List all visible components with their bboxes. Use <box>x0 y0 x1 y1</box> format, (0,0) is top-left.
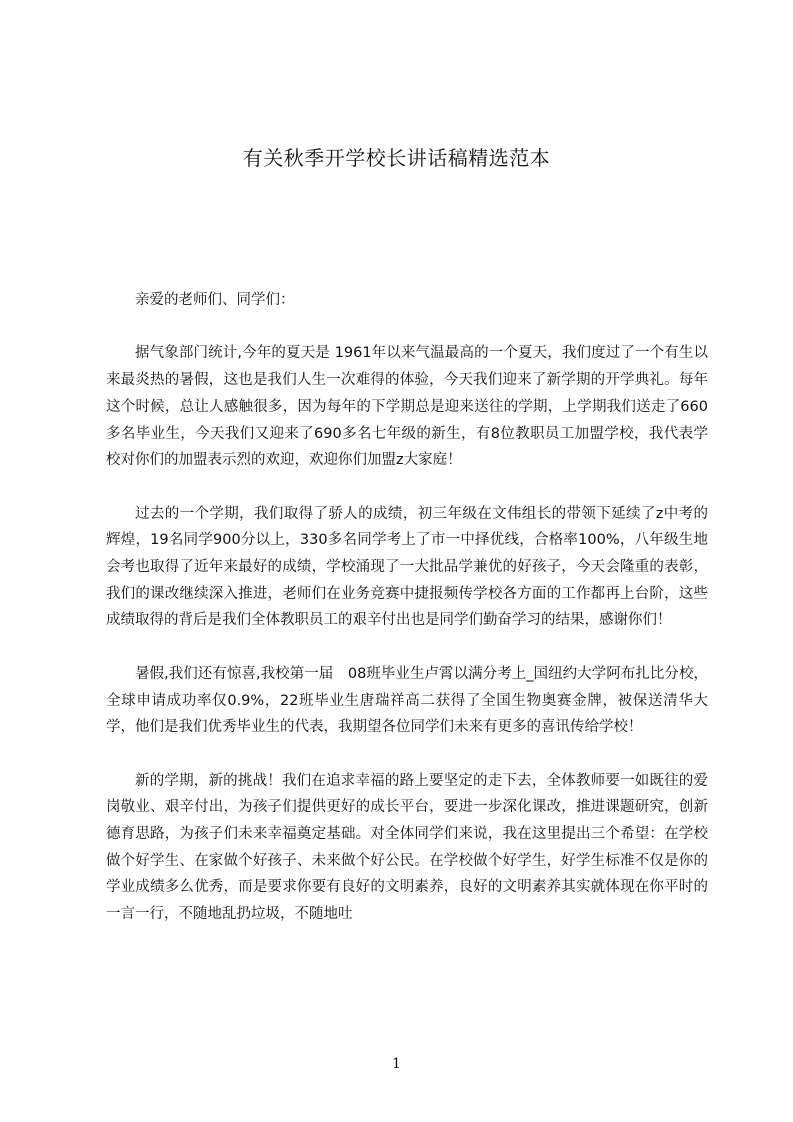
paragraph-summer-news: 暑假,我们还有惊喜,我校第一届 08班毕业生卢霄以满分考上_国纽约大学阿布扎比分校，全球申请成功率仅0.9%，22班毕业生唐瑞祥高二获得了全国生物奥赛金牌，被保送清华大学，他们是我们优秀毕业生的代表，我期望各位同学们未来有更多的喜讯传给学校！ <box>106 665 708 736</box>
paragraph-new-semester: 新的学期，新的挑战！我们在追求幸福的路上要坚定的走下去，全体教师要一如既往的爱岗敬业、艰辛付出，为孩子们提供更好的成长平台，要进一步深化课改，推进课题研究，创新德育思路，为孩子们未来幸福奠定基础。对全体同学们来说，我在这里提出三个希望：在学校做个好学生、在家做个好孩子、未来做个好公民。在学校做个好学生，好学生标准不仅是你的学业成绩多么优秀，而是要求你要有良好的文明素养，良好的文明素养其实就体现在你平时的一言一行，不随地乱扔垃圾，不随地吐 <box>106 772 708 923</box>
document-title: 有关秋季开学校长讲话稿精选范本 <box>242 146 551 170</box>
document-body <box>106 287 708 928</box>
greeting: 亲爱的老师们、同学们： <box>135 292 295 308</box>
paragraph-weather-summer: 据气象部门统计,今年的夏天是 1961年以来气温最高的一个夏天，我们度过了一个有生以来最炎热的暑假，这也是我们人生一次难得的体验，今天我们迎来了新学期的开学典礼。每年这个时候，总让人感触很多，因为每年的下学期总是迎来送往的学期，上学期我们送走了660多名毕业生，今天我们又迎来了690多名七年级的新生，有8位教职员工加盟学校，我代表学校对你们的加盟表示烈的欢迎，欢迎你们加盟z大家庭！ <box>106 345 708 469</box>
paragraph-past-achievements: 过去的一个学期，我们取得了骄人的成绩，初三年级在文伟组长的带领下延续了z中考的辉煌，19名同学900分以上，330多名同学考上了市一中择优线，合格率100%，八年级生地会考也取得了近年来最好的成绩，学校涌现了一大批品学兼优的好孩子，今天会隆重的表彰，我们的课改继续深入推进，老师们在业务竞赛中捷报频传学校各方面的工作都再上台阶，这些成绩取得的背后是我们全体教职员工的艰辛付出也是同学们勤奋学习的结果，感谢你们！ <box>106 505 708 629</box>
page-number: 1 <box>392 1056 401 1072</box>
